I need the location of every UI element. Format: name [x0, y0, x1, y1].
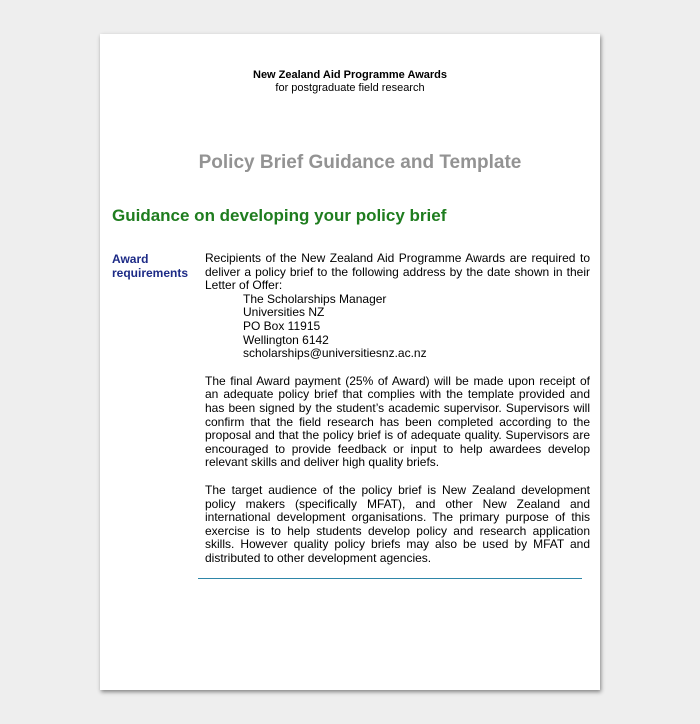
address-line: PO Box 11915	[243, 318, 321, 333]
intro-paragraph: Recipients of the New Zealand Aid Programme Awards are required to deliver a policy brief to the following address by the date shown in their Letter of Offer:	[205, 251, 590, 293]
horizontal-rule	[198, 578, 582, 579]
side-label-line-1: Award	[112, 252, 149, 266]
address-line: Universities NZ	[243, 305, 325, 320]
address-line: Wellington 6142	[243, 332, 329, 347]
org-subtitle: for postgraduate field research	[275, 82, 425, 94]
address-email: scholarships@universitiesnz.ac.nz	[243, 346, 427, 361]
side-label-award-requirements	[112, 252, 202, 280]
document-page	[100, 34, 600, 690]
audience-paragraph: The target audience of the policy brief is New Zealand development policy makers (specifically MFAT), and other New Zealand and international development organisations. The primary purpose of this exercise is to help students develop policy and research application skills. However quality policy briefs may also be used by MFAT and distributed to other development agencies.	[205, 482, 590, 565]
payment-paragraph: The final Award payment (25% of Award) will be made upon receipt of an adequate policy brief that complies with the template provided and has been signed by the student’s academic supervisor. Supervisors will confirm that the field research has been completed according to the proposal and that the policy brief is of adequate quality. Supervisors are encouraged to provide feedback or input to help awardees develop relevant skills and deliver high quality briefs.	[205, 373, 590, 470]
document-title: Policy Brief Guidance and Template	[198, 152, 522, 173]
body-column	[205, 252, 590, 565]
mailing-address	[243, 293, 590, 361]
org-title: New Zealand Aid Programme Awards	[253, 69, 447, 81]
side-label-line-2: requirements	[112, 266, 189, 280]
section-heading: Guidance on developing your policy brief	[112, 206, 447, 225]
address-line: The Scholarships Manager	[243, 291, 387, 306]
